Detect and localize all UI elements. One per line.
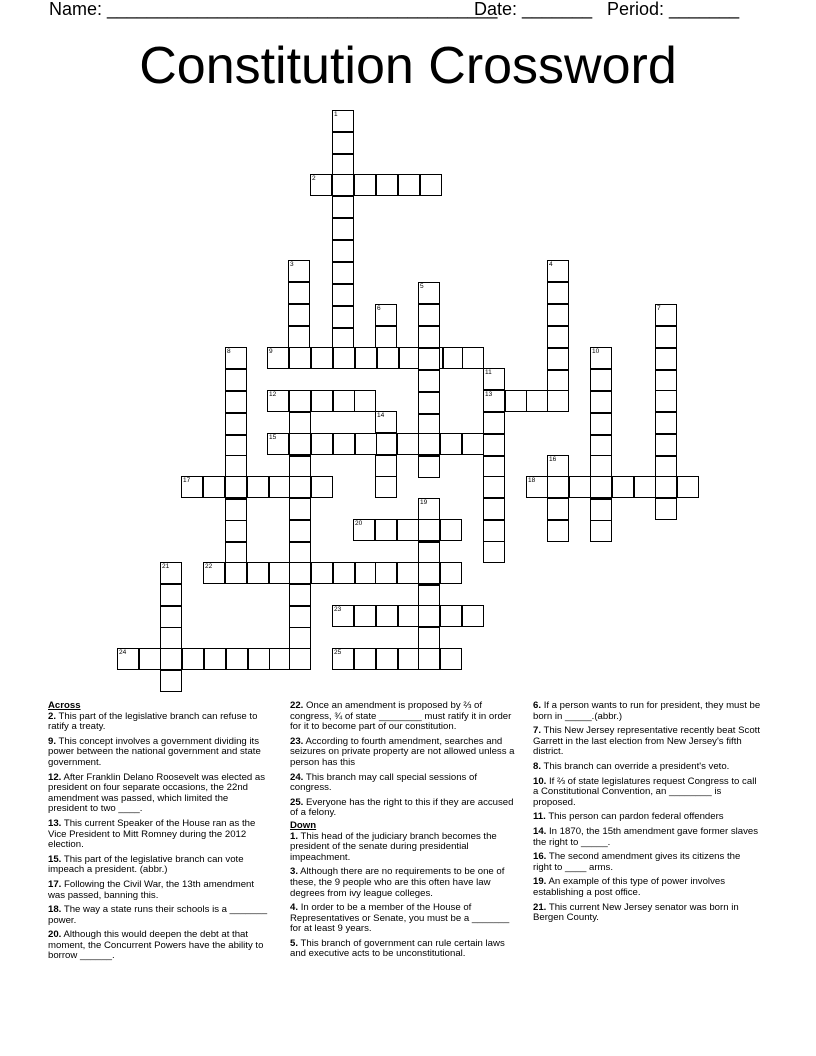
grid-cell-4[interactable] — [547, 260, 569, 282]
grid-cell[interactable] — [332, 196, 354, 218]
clue-item — [48, 737, 270, 769]
clue-text: Although this would deepen the debt at that moment, the Concurrent Powers have the ability to borrow ______. — [48, 929, 264, 962]
grid-cell[interactable] — [655, 498, 677, 520]
grid-cell[interactable] — [289, 520, 311, 542]
grid-cell[interactable] — [655, 434, 677, 456]
grid-cell[interactable] — [569, 476, 591, 498]
grid-cell[interactable] — [225, 542, 247, 564]
grid-cell[interactable] — [398, 174, 420, 196]
grid-cell[interactable] — [247, 562, 269, 584]
grid-cell[interactable] — [375, 519, 397, 541]
grid-cell-21[interactable] — [160, 562, 182, 584]
clue-item — [290, 832, 518, 864]
clue-number: 13. — [48, 817, 62, 829]
cell-number: 13 — [485, 391, 493, 398]
grid-cell[interactable] — [204, 648, 226, 670]
clue-text: The second amendment gives its citizens the right to ____ arms. — [533, 851, 741, 873]
grid-cell[interactable] — [420, 174, 442, 196]
clue-item — [533, 852, 761, 873]
grid-cell[interactable] — [332, 154, 354, 176]
grid-cell[interactable] — [483, 520, 505, 542]
grid-cell[interactable] — [418, 456, 440, 478]
grid-cell-16[interactable] — [547, 455, 569, 477]
grid-cell-19[interactable] — [418, 498, 440, 520]
cell-number: 7 — [657, 305, 661, 312]
clue-number: 17. — [48, 878, 62, 890]
grid-cell[interactable] — [225, 391, 247, 413]
grid-cell[interactable] — [483, 456, 505, 478]
grid-cell[interactable] — [225, 455, 247, 477]
across-heading: Across — [48, 700, 81, 711]
clue-number: 11. — [533, 811, 546, 823]
grid-cell[interactable] — [225, 413, 247, 435]
clue-text: According to fourth amendment, searches and seizures on private property are not allowed unless a person has this — [290, 735, 515, 768]
grid-cell[interactable] — [289, 390, 311, 412]
date-field-label[interactable]: Date: _______ — [474, 0, 593, 19]
clue-text: Although there are no requirements to be one of these, the 9 people who are this often have law degrees from ivy league colleges. — [290, 866, 505, 899]
grid-cell-20[interactable] — [353, 519, 375, 541]
cell-number: 21 — [162, 563, 170, 570]
clue-text: In order to be a member of the House of Representatives or Senate, you must be a _______ for at least 9 years. — [290, 902, 510, 935]
grid-cell-1[interactable] — [332, 110, 354, 132]
clue-text: This branch may call special sessions of congress. — [290, 771, 478, 794]
cell-number: 1 — [334, 111, 338, 118]
clue-text: This head of the judiciary branch becomes the president of the senate during presidential impeachment. — [290, 830, 497, 863]
clue-number: 12. — [48, 771, 62, 783]
grid-cell[interactable] — [418, 627, 440, 649]
clue-item — [290, 773, 518, 794]
grid-cell[interactable] — [418, 370, 440, 392]
grid-cell[interactable] — [547, 390, 569, 412]
cell-number: 11 — [485, 369, 492, 376]
grid-cell-17[interactable] — [181, 476, 203, 498]
clue-item — [533, 903, 761, 924]
period-field-label[interactable]: Period: _______ — [607, 0, 740, 19]
grid-cell[interactable] — [288, 282, 310, 304]
grid-cell[interactable] — [225, 369, 247, 391]
clue-number: 18. — [48, 904, 62, 916]
grid-cell[interactable] — [355, 347, 377, 369]
grid-cell[interactable] — [311, 347, 333, 369]
clue-text: If ⅔ of state legislatures request Congress to call a Constitutional Convention, an ________ is proposed. — [533, 775, 757, 808]
grid-cell-22[interactable] — [203, 562, 225, 584]
grid-cell[interactable] — [547, 498, 569, 520]
grid-cell[interactable] — [289, 456, 311, 478]
grid-cell[interactable] — [440, 648, 462, 670]
grid-cell[interactable] — [332, 240, 354, 262]
grid-cell[interactable] — [203, 476, 225, 498]
grid-cell[interactable] — [288, 304, 310, 326]
grid-cell[interactable] — [288, 326, 310, 348]
grid-cell[interactable] — [333, 390, 355, 412]
clue-text: An example of this type of power involves establishing a post office. — [533, 876, 725, 898]
grid-cell[interactable] — [289, 347, 311, 369]
grid-cell[interactable] — [418, 585, 440, 607]
grid-cell[interactable] — [590, 476, 612, 498]
clues-column-2 — [290, 701, 518, 964]
clue-number: 22. — [290, 700, 304, 711]
grid-cell[interactable] — [332, 284, 354, 306]
grid-cell[interactable] — [182, 648, 204, 670]
grid-cell[interactable] — [655, 476, 677, 498]
down-clue-list — [290, 832, 518, 961]
clue-item — [290, 903, 518, 935]
clue-number: 20. — [48, 929, 62, 941]
clue-number: 25. — [290, 796, 304, 808]
grid-cell[interactable] — [547, 282, 569, 304]
grid-cell[interactable] — [311, 562, 333, 584]
grid-cell[interactable] — [160, 627, 182, 649]
grid-cell[interactable] — [354, 174, 376, 196]
clue-text: This person can pardon federal offenders — [548, 811, 724, 823]
grid-cell[interactable] — [375, 476, 397, 498]
grid-cell[interactable] — [289, 627, 311, 649]
cell-number: 9 — [269, 348, 273, 355]
grid-cell[interactable] — [547, 476, 569, 498]
cell-number: 20 — [355, 520, 363, 527]
grid-cell[interactable] — [332, 262, 354, 284]
grid-cell[interactable] — [332, 218, 354, 240]
grid-cell[interactable] — [225, 499, 247, 521]
grid-cell[interactable] — [655, 412, 677, 434]
grid-cell[interactable] — [333, 433, 355, 455]
grid-cell[interactable] — [375, 433, 397, 455]
clues-column-3 — [533, 701, 761, 928]
cell-number: 17 — [183, 477, 191, 484]
clue-text: Once an amendment is proposed by ⅔ of congress, ¾ of state ________ must ratify it in order for it to become part of our constitution. — [290, 700, 512, 733]
clue-text: This concept involves a government dividing its power between the national government and state government. — [48, 735, 261, 768]
grid-cell-24[interactable] — [117, 648, 139, 670]
clue-item — [533, 827, 761, 848]
grid-cell[interactable] — [332, 132, 354, 154]
clue-item — [533, 812, 761, 823]
cell-number: 16 — [549, 456, 557, 463]
clue-number: 9. — [48, 735, 57, 747]
clue-item — [290, 798, 518, 819]
clue-text: This current New Jersey senator was born in Bergen County. — [533, 901, 739, 924]
grid-cell[interactable] — [269, 648, 291, 670]
clue-number: 8. — [533, 760, 542, 772]
cell-number: 19 — [420, 499, 428, 506]
grid-cell[interactable] — [397, 562, 419, 584]
grid-cell-11[interactable] — [483, 368, 505, 390]
grid-cell[interactable] — [375, 455, 397, 477]
grid-cell[interactable] — [333, 562, 355, 584]
grid-cell[interactable] — [462, 347, 484, 369]
grid-cell[interactable] — [376, 174, 398, 196]
cell-number: 14 — [377, 412, 385, 419]
grid-cell[interactable] — [377, 347, 399, 369]
grid-cell[interactable] — [655, 370, 677, 392]
grid-cell[interactable] — [590, 499, 612, 521]
clue-item — [290, 867, 518, 899]
clue-text: If a person wants to run for president, they must be born in _____.(abbr.) — [533, 700, 761, 722]
clue-text: This part of the legislative branch can refuse to ratify a treaty. — [48, 710, 258, 733]
grid-cell[interactable] — [225, 476, 247, 498]
grid-cell[interactable] — [311, 433, 333, 455]
grid-cell-3[interactable] — [288, 260, 310, 282]
grid-cell-18[interactable] — [526, 476, 548, 498]
clue-number: 14. — [533, 825, 547, 837]
grid-cell-25[interactable] — [332, 648, 354, 670]
grid-cell[interactable] — [612, 476, 634, 498]
grid-cell[interactable] — [590, 455, 612, 477]
clue-text: The way a state runs their schools is a _______ power. — [48, 904, 268, 926]
grid-cell-5[interactable] — [418, 282, 440, 304]
grid-cell[interactable] — [418, 648, 440, 670]
clue-text: This current Speaker of the House ran as the Vice President to Mitt Romney during the 2012 election. — [48, 817, 256, 851]
grid-cell[interactable] — [462, 605, 484, 627]
grid-cell[interactable] — [333, 347, 355, 369]
grid-cell[interactable] — [354, 648, 376, 670]
grid-cell[interactable] — [375, 562, 397, 584]
grid-cell[interactable] — [418, 519, 440, 541]
cell-number: 5 — [420, 283, 424, 290]
grid-cell[interactable] — [655, 326, 677, 348]
grid-cell[interactable] — [398, 648, 420, 670]
grid-cell[interactable] — [418, 326, 440, 348]
grid-cell[interactable] — [160, 584, 182, 606]
cell-number: 2 — [312, 175, 316, 182]
grid-cell-10[interactable] — [590, 347, 612, 369]
clue-text: Everyone has the right to this if they are accused of a felony. — [290, 796, 514, 819]
grid-cell[interactable] — [677, 476, 699, 498]
cell-number: 3 — [290, 261, 294, 268]
grid-cell-12[interactable] — [267, 390, 289, 412]
grid-cell[interactable] — [376, 648, 398, 670]
grid-cell[interactable] — [398, 605, 420, 627]
clue-number: 10. — [533, 775, 547, 787]
clue-item — [533, 701, 761, 722]
clue-item — [48, 930, 270, 962]
across-clue-list — [48, 712, 270, 962]
clue-item — [533, 762, 761, 773]
clue-text: This branch can override a president's veto. — [543, 760, 730, 772]
cell-number: 6 — [377, 305, 381, 312]
down-heading: Down — [290, 819, 317, 831]
grid-cell[interactable] — [289, 648, 311, 670]
cell-number: 22 — [205, 563, 213, 570]
grid-cell[interactable] — [418, 562, 440, 584]
clues-column-1 — [48, 701, 270, 966]
clue-number: 1. — [290, 830, 299, 842]
grid-cell[interactable] — [332, 306, 354, 328]
clue-number: 16. — [533, 851, 547, 863]
clue-item — [290, 701, 518, 733]
grid-cell[interactable] — [590, 435, 612, 457]
grid-cell[interactable] — [375, 326, 397, 348]
clue-text: This New Jersey representative recently beat Scott Garrett in the last election from New Jersey's fifth district. — [533, 725, 761, 758]
grid-cell[interactable] — [547, 304, 569, 326]
grid-cell[interactable] — [247, 476, 269, 498]
clue-text: This branch of government can rule certain laws and executive acts to be unconstitutional. — [290, 937, 505, 960]
name-field-label[interactable]: Name: _______________________________________ — [49, 0, 498, 19]
grid-cell[interactable] — [547, 370, 569, 392]
grid-cell[interactable] — [397, 519, 419, 541]
grid-cell[interactable] — [483, 541, 505, 563]
clue-text: Following the Civil War, the 13th amendment was passed, banning this. — [48, 878, 255, 901]
clue-text: In 1870, the 15th amendment gave former slaves the right to _____. — [533, 825, 759, 848]
grid-cell[interactable] — [655, 390, 677, 412]
grid-cell[interactable] — [289, 584, 311, 606]
clue-number: 7. — [533, 725, 542, 737]
grid-cell[interactable] — [289, 542, 311, 564]
grid-cell[interactable] — [634, 476, 656, 498]
clue-number: 5. — [290, 937, 299, 949]
grid-cell[interactable] — [354, 390, 376, 412]
clue-number: 19. — [533, 876, 547, 888]
grid-cell[interactable] — [354, 605, 376, 627]
clue-item — [48, 773, 270, 815]
cell-number: 18 — [528, 477, 536, 484]
grid-cell[interactable] — [547, 520, 569, 542]
clue-item — [48, 905, 270, 926]
cell-number: 12 — [269, 391, 277, 398]
across-clue-list-continued — [290, 701, 518, 819]
grid-cell[interactable] — [248, 648, 270, 670]
grid-cell[interactable] — [289, 562, 311, 584]
cell-number: 8 — [227, 348, 231, 355]
grid-cell[interactable] — [311, 390, 333, 412]
grid-cell[interactable] — [332, 174, 354, 196]
grid-cell-2[interactable] — [310, 174, 332, 196]
grid-cell[interactable] — [418, 348, 440, 370]
grid-cell-15[interactable] — [267, 433, 289, 455]
grid-cell[interactable] — [289, 498, 311, 520]
cell-number: 24 — [119, 649, 127, 656]
grid-cell[interactable] — [590, 391, 612, 413]
down-clue-list-continued — [533, 701, 761, 924]
grid-cell[interactable] — [289, 606, 311, 628]
grid-cell[interactable] — [462, 433, 484, 455]
grid-cell[interactable] — [483, 498, 505, 520]
cell-number: 4 — [549, 261, 553, 268]
clue-number: 2. — [48, 710, 57, 722]
grid-cell[interactable] — [418, 542, 440, 564]
clue-item — [48, 855, 270, 876]
grid-cell[interactable] — [418, 392, 440, 414]
clue-number: 15. — [48, 853, 62, 865]
grid-cell[interactable] — [547, 348, 569, 370]
grid-cell[interactable] — [483, 476, 505, 498]
grid-cell[interactable] — [655, 456, 677, 478]
clue-item — [48, 880, 270, 901]
grid-cell[interactable] — [440, 519, 462, 541]
clue-number: 3. — [290, 866, 299, 878]
grid-cell[interactable] — [269, 562, 291, 584]
grid-cell[interactable] — [355, 562, 377, 584]
page-title: Constitution Crossword — [139, 37, 677, 95]
grid-cell[interactable] — [376, 605, 398, 627]
cell-number: 15 — [269, 434, 277, 441]
clue-number: 6. — [533, 700, 542, 711]
clue-text: After Franklin Delano Roosevelt was elected as president on four separate occasions, the 22nd amendment was passed, which limited the president to two ____. — [48, 771, 266, 815]
clue-item — [533, 726, 761, 758]
grid-cell[interactable] — [418, 304, 440, 326]
clue-item — [48, 712, 270, 733]
cell-number: 10 — [592, 348, 600, 355]
grid-cell[interactable] — [590, 413, 612, 435]
clue-item — [533, 777, 761, 809]
clue-item — [290, 737, 518, 769]
grid-cell[interactable] — [590, 369, 612, 391]
grid-cell[interactable] — [225, 435, 247, 457]
grid-cell[interactable] — [289, 433, 311, 455]
grid-cell[interactable] — [483, 434, 505, 456]
grid-cell[interactable] — [418, 605, 440, 627]
grid-cell[interactable] — [355, 433, 377, 455]
grid-cell[interactable] — [547, 326, 569, 348]
grid-cell[interactable] — [160, 648, 182, 670]
grid-cell-6[interactable] — [375, 304, 397, 326]
grid-cell[interactable] — [311, 476, 333, 498]
grid-cell[interactable] — [225, 520, 247, 542]
grid-cell[interactable] — [440, 562, 462, 584]
grid-cell[interactable] — [440, 433, 462, 455]
grid-cell[interactable] — [418, 433, 440, 455]
grid-cell[interactable] — [160, 606, 182, 628]
grid-cell[interactable] — [225, 562, 247, 584]
grid-cell[interactable] — [655, 348, 677, 370]
grid-cell[interactable] — [440, 605, 462, 627]
grid-cell-14[interactable] — [375, 411, 397, 433]
grid-cell[interactable] — [289, 476, 311, 498]
grid-cell[interactable] — [269, 476, 291, 498]
clue-item — [48, 819, 270, 851]
grid-cell-23[interactable] — [332, 605, 354, 627]
grid-cell-9[interactable] — [267, 347, 289, 369]
grid-cell[interactable] — [226, 648, 248, 670]
grid-cell[interactable] — [590, 520, 612, 542]
clue-number: 21. — [533, 901, 547, 913]
clue-item — [533, 877, 761, 898]
grid-cell[interactable] — [139, 648, 161, 670]
grid-cell[interactable] — [160, 670, 182, 692]
clue-number: 23. — [290, 735, 304, 747]
clue-text: This part of the legislative branch can vote impeach a president. (abbr.) — [48, 853, 244, 876]
cell-number: 25 — [334, 649, 342, 656]
cell-number: 23 — [334, 606, 342, 613]
grid-cell[interactable] — [505, 390, 527, 412]
grid-cell[interactable] — [397, 433, 419, 455]
grid-cell[interactable] — [289, 412, 311, 434]
grid-cell[interactable] — [526, 390, 548, 412]
clue-number: 4. — [290, 902, 299, 914]
grid-cell-8[interactable] — [225, 347, 247, 369]
clue-number: 24. — [290, 771, 304, 783]
clue-item — [290, 939, 518, 960]
grid-cell-13[interactable] — [483, 390, 505, 412]
grid-cell[interactable] — [483, 412, 505, 434]
grid-cell-7[interactable] — [655, 304, 677, 326]
